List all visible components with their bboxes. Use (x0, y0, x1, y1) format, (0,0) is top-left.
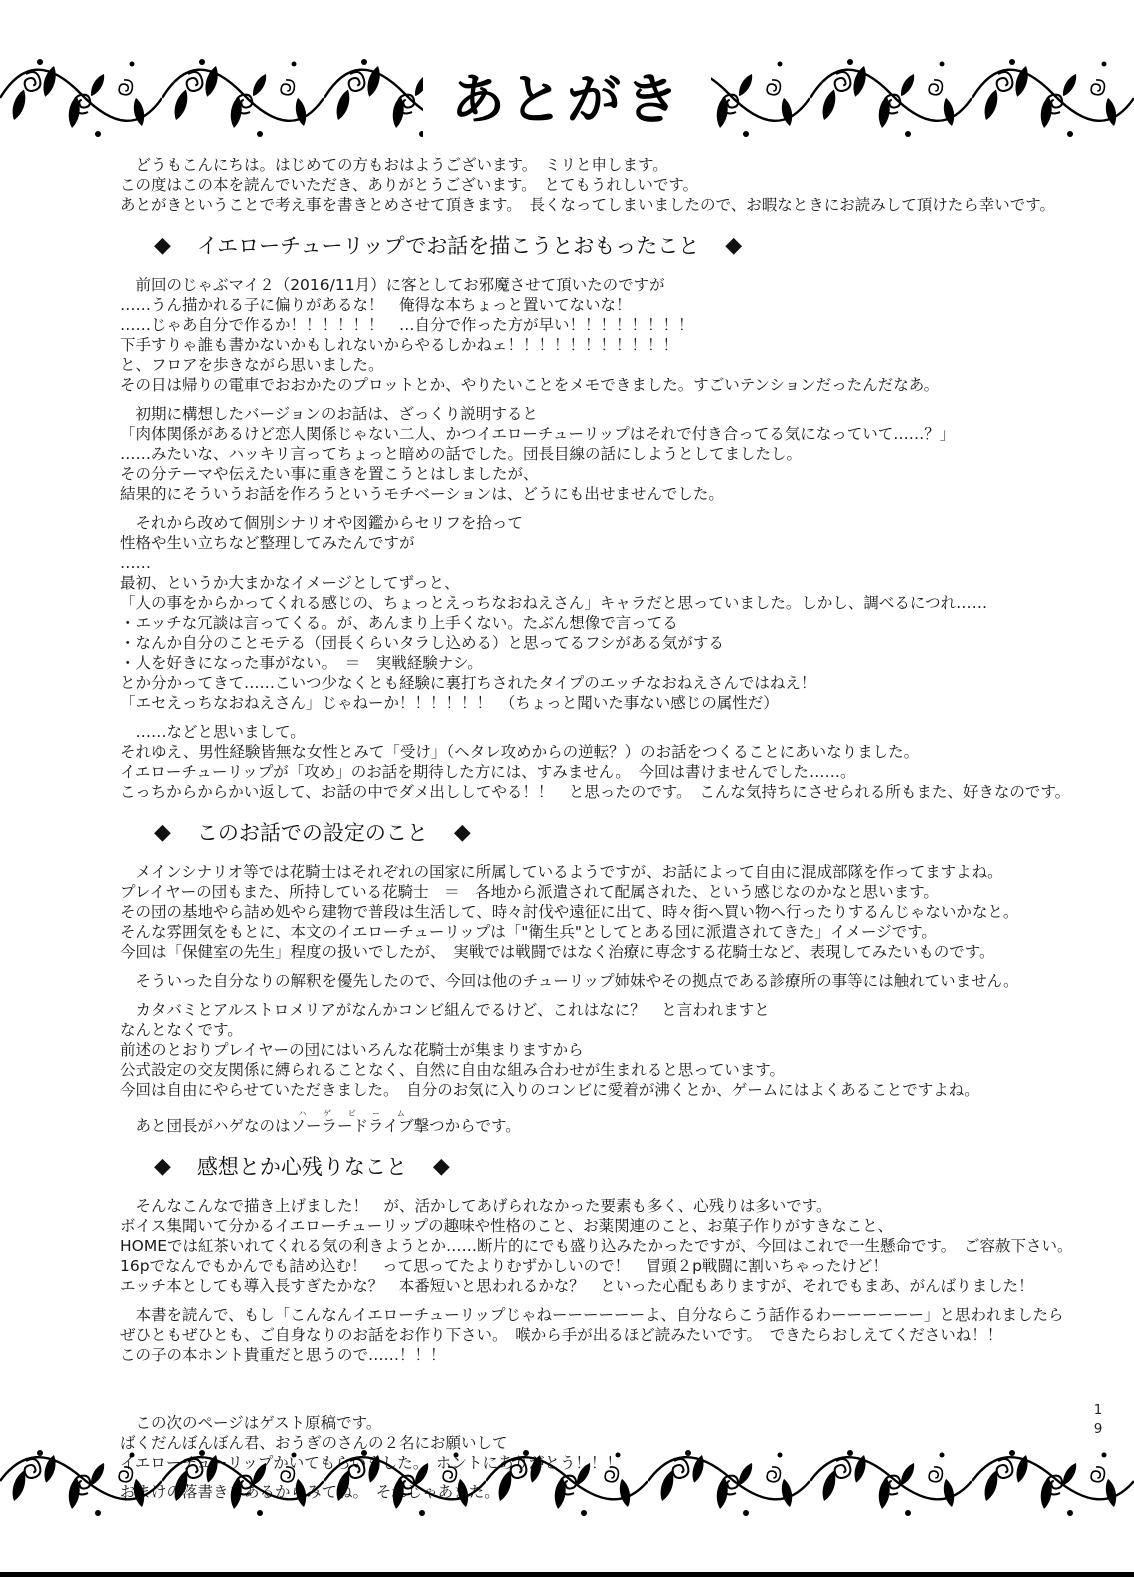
text-line: その日は帰りの電車でおおかたのプロットとか、やりたいことをメモできました。すごいテンションだったんだなあ。 (120, 376, 940, 394)
floral-vine-art (0, 1443, 1134, 1523)
paragraph (120, 1000, 1126, 1100)
text-line: エッチ本としても導入長すぎたかな？ 本番短いと思われるかな？ といった心配もありますが、それでもまあ、がんばりました！ (120, 1277, 1034, 1295)
text-line: 前回のじゃぶマイ２（2016/11月）に客としてお邪魔させて頂いたのですが (120, 276, 665, 294)
section-heading (154, 818, 1126, 848)
text-line: その団の基地やら詰め処やら建物で普段は生活して、時々討伐や遠征に出て、時々街へ買い物へ行ったりするんじゃないかなと。 (120, 903, 1019, 921)
paragraph (120, 722, 1126, 802)
paragraph (120, 971, 1126, 991)
text-line: ……みたいな、ハッキリ言ってちょっと暗めの話でした。団長目線の話にしようとしてましたし。 (120, 445, 803, 463)
text-line: 16pでなんでもかんでも詰め込む！ って思ってたよりむずかしいので！ 冒頭２p戦闘に割いちゃったけど！ (120, 1257, 888, 1275)
text-line: その分テーマや伝えたい事に重きを置こうとはしましたが、 (120, 465, 539, 483)
text-line: とか分かってきて……こいつ少なくとも経験に裏打ちされたタイプのエッチなおねえさんではねえ！ (120, 674, 817, 692)
text-line: 最初、というか大まかなイメージとしてずっと、 (120, 574, 460, 592)
diamond-icon: ◆ (453, 820, 471, 845)
text-line: 性格や生い立ちなど整理してみたんですが (120, 534, 415, 552)
text-line: イエローチューリップが「攻め」のお話を期待した方には、すみません。 今回は書けませんでした……。 (120, 763, 856, 781)
text-line: 下手すりゃ誰も書かないかもしれないからやるしかねェ！！！！！！！！！！！ (120, 336, 679, 354)
section-heading (154, 1152, 1126, 1182)
diamond-icon: ◆ (432, 1154, 450, 1179)
bottom-floral-border (0, 1443, 1134, 1523)
paragraph (120, 862, 1126, 962)
text-line: この次のページはゲスト原稿です。 (120, 1414, 382, 1432)
page-edge-line (0, 1572, 1134, 1577)
text-line: 今回は「保健室の先生」程度の扱いでしたが、 実戦では戦闘ではなく治療に専念する花騎士など、表現してみたいものです。 (120, 943, 995, 961)
text-line: 初期に構想したバージョンのお話は、ざっくり説明すると (120, 405, 538, 423)
text-line: …… (120, 554, 151, 572)
text-line: どうもこんにちは。はじめての方もおはようございます。 ミリと申します。 (120, 156, 668, 174)
text-line: ぜひともぜひとも、ご自身なりのお話をお作り下さい。 喉から手が出るほど読みたいです。 できたらおしえてくださいね！！ (120, 1326, 1003, 1344)
text-line: ……うん描かれる子に偏りがあるな！ 俺得な本ちょっと置いてないな！ (120, 296, 632, 314)
text-line: ボイス集聞いて分かるイエローチューリップの趣味や性格のこと、お薬関連のこと、お菓子作りがすきなこと、 (120, 1217, 894, 1235)
ruby-joke: ソーラードライブハゲビーム (290, 1109, 414, 1135)
paragraph (120, 1196, 1126, 1296)
diamond-icon: ◆ (154, 233, 171, 258)
section-heading-text: このお話での設定のこと (196, 821, 428, 845)
paragraph (120, 513, 1126, 713)
text-line: この子の本ホント貴重だと思うので……！！！ (120, 1346, 446, 1364)
text-line: 結果的にそういうお話を作ろうというモチベーションは、どうにも出せませんでした。 (120, 485, 724, 503)
diamond-icon: ◆ (154, 1154, 171, 1179)
page-title: あとがき (423, 54, 711, 146)
text-line: この度はこの本を読んでいただき、ありがとうございます。 とてもうれしいです。 (120, 176, 699, 194)
section-heading-text: 感想とか心残りなこと (196, 1155, 407, 1179)
paragraph (120, 155, 1126, 215)
text-line: 本書を読んで、もし「こんなんイエローチューリップじゃねーーーーーーよ、自分ならこう話作るわーーーーーー」と思われましたら (120, 1306, 1064, 1324)
text-line: 「エセえっちなおねえさん」じゃねーか！！！！！！ （ちょっと聞いた事ない感じの属性だ） (120, 694, 779, 712)
paragraph (120, 1305, 1126, 1365)
text-line: ・人を好きになった事がない。 ＝ 実戦経験ナシ。 (120, 654, 483, 672)
paragraph (120, 1109, 1126, 1136)
text-line: そんな雰囲気をもとに、本文のイエローチューリップは「"衛生兵"としてとある団に派遣されてきた」イメージです。 (120, 923, 937, 941)
body-content (120, 155, 1126, 1511)
text-line: カタバミとアルストロメリアがなんかコンビ組んでるけど、これはなに？ と言われますと (120, 1001, 770, 1019)
text-line: あとがきということで考え事を書きとめさせて頂きます。 長くなってしまいましたので、お暇なときにお読みして頂けたら幸いです。 (120, 196, 1055, 214)
text-line: こっちからからかい返して、お話の中でダメ出ししてやる！！ と思ったのです。 こんな気持ちにさせられる所もまた、好きなのです。 (120, 783, 1071, 801)
text-line: ……などと思いまして。 (120, 723, 306, 741)
text-line: そういった自分なりの解釈を優先したので、今回は他のチューリップ姉妹やその拠点である診療所の事等には触れていません。 (120, 972, 1019, 990)
text-line: 公式設定の交友関係に縛られることなく、自然に自由な組み合わせが生まれると思っています。 (120, 1061, 785, 1079)
text-line: そんなこんなで描き上げました！ が、活かしてあげられなかった要素も多く、心残りは多いです。 (120, 1197, 832, 1215)
text-line: プレイヤーの団もまた、所持している花騎士 ＝ 各地から派遣されて配属された、という感じなのかなと思います。 (120, 883, 939, 901)
text-line: 「肉体関係があるけど恋人関係じゃない二人、かつイエローチューリップはそれで付き合ってる気になっていて……？」 (120, 425, 956, 443)
text-line: 前述のとおりプレイヤーの団にはいろんな花騎士が集まりますから (120, 1041, 584, 1059)
text-line: と、フロアを歩きながら思いました。 (120, 356, 384, 374)
text-line: ・なんか自分のことモテる（団長くらいタラし込める）と思ってるフシがある気がする (120, 634, 724, 652)
diamond-icon: ◆ (154, 820, 171, 845)
text-line: ・エッチな冗談は言ってくる。が、あんまり上手くない。たぶん想像で言ってる (120, 614, 678, 632)
text-line: あと団長がハゲなのはソーラードライブハゲビーム撃つからです。 (120, 1109, 521, 1135)
section-heading-text: イエローチューリップでお話を描こうとおもったこと (196, 234, 700, 258)
text-line: メインシナリオ等では花騎士はそれぞれの国家に所属しているようですが、お話によって自由に混成部隊を作ってますよね。 (120, 863, 1003, 881)
text-line: それゆえ、男性経験皆無な女性とみて「受け」（ヘタレ攻めからの逆転？）のお話をつくることにあいなりました。 (120, 743, 920, 761)
text-line: 「人の事をからかってくれる感じの、ちょっとえっちなおねえさん」キャラだと思っていました。しかし、調べるにつれ…… (120, 594, 988, 612)
text-line: ……じゃあ自分で作るか！！！！！！ …自分で作った方が早い！！！！！！！！ (120, 316, 694, 334)
section-heading (154, 231, 1126, 261)
paragraph (120, 404, 1126, 504)
page-number: 19 (1090, 1402, 1106, 1440)
text-line: 今回は自由にやらせていただきました。 自分のお気に入りのコンビに愛着が沸くとか、ゲームにはよくあることですよね。 (120, 1081, 980, 1099)
paragraph (120, 275, 1126, 395)
text-line: それから改めて個別シナリオや図鑑からセリフを拾って (120, 514, 523, 532)
text-line: なんとなくです。 (120, 1021, 243, 1039)
text-line: HOMEでは紅茶いれてくれる気の利きようとか……断片的にでも盛り込みたかったですが、今回はこれで一生懸命です。 ご容赦下さい。 (120, 1237, 1073, 1255)
diamond-icon: ◆ (725, 233, 743, 258)
